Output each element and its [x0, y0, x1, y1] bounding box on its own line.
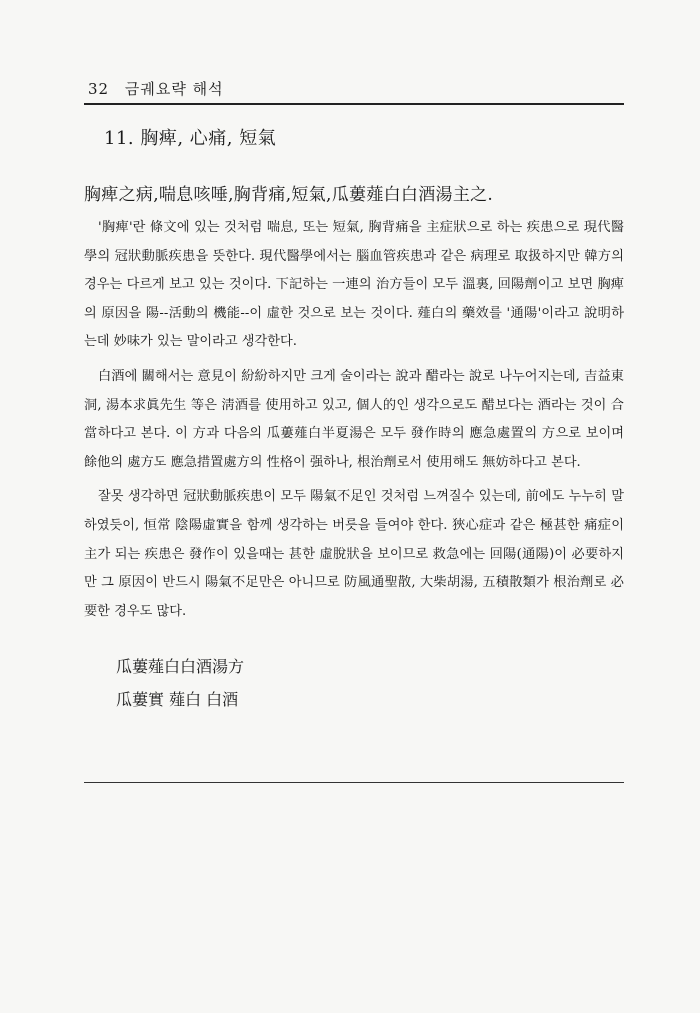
page-number: 32	[88, 80, 110, 98]
header-rule	[84, 103, 624, 105]
footer-rule	[84, 782, 624, 783]
paragraph: '胸痺'란 條文에 있는 것처럼 喘息, 또는 短氣, 胸背痛을 主症狀으로 하는 疾患으로 現代醫學의 冠狀動脈疾患을 뜻한다. 現代醫學에서는 腦血管疾患과 같은 病理로 取扱하지만 韓方의 경우는 다르게 보고 있는 것이다. 下記하는 一連의 治方들이 모두 溫裏, 回陽劑이고 보면 胸痺의 原因을 陽--活動의 機能--이 虛한 것으로 보는 것이다. 薤白의 藥效를 '通陽'이라고 說明하는데 妙味가 있는 말이라고 생각한다.	[84, 220, 624, 350]
paragraph: 잘못 생각하면 冠狀動脈疾患이 모두 陽氣不足인 것처럼 느껴질수 있는데, 前에도 누누히 말하였듯이, 恒常 陰陽虛實을 함께 생각하는 버릇을 들여야 한다. 狹心症과 같은 極甚한 痛症이 主가 되는 疾患은 發作이 있을때는 甚한 虛脫狀을 보이므로 救急에는 回陽(通陽)이 必要하지만 그 原因이 반드시 陽氣不足만은 아니므로 防風通聖散, 大柴胡湯, 五積散類가 根治劑로 必要한 경우도 많다.	[84, 489, 624, 619]
section-title: 11. 胸痺, 心痛, 短氣	[104, 128, 277, 149]
recipe-name: 瓜蔞薤白白酒湯方	[116, 657, 245, 676]
formula-line: 胸痺之病,喘息咳唾,胸背痛,短氣,瓜蔞薤白白酒湯主之.	[84, 185, 494, 205]
recipe-ingredients: 瓜蔞實 薤白 白酒	[116, 690, 239, 709]
running-title: 금궤요략 해석	[124, 80, 224, 98]
recipe-block	[116, 650, 244, 716]
body-text	[84, 214, 624, 626]
paragraph: 白酒에 關해서는 意見이 紛紛하지만 크게 술이라는 說과 醋라는 說로 나누어지는데, 吉益東洞, 湯本求眞先生 等은 淸酒를 使用하고 있고, 個人的인 생각으로도 醋보다는 酒라는 것이 合當하다고 본다. 이 方과 다음의 瓜蔞薤白半夏湯은 모두 發作時의 應急處置의 方으로 보이며 餘他의 處方도 應急措置處方의 性格이 强하나, 根治劑로서 使用해도 無妨하다고 본다.	[84, 368, 624, 470]
page-header	[88, 78, 624, 99]
